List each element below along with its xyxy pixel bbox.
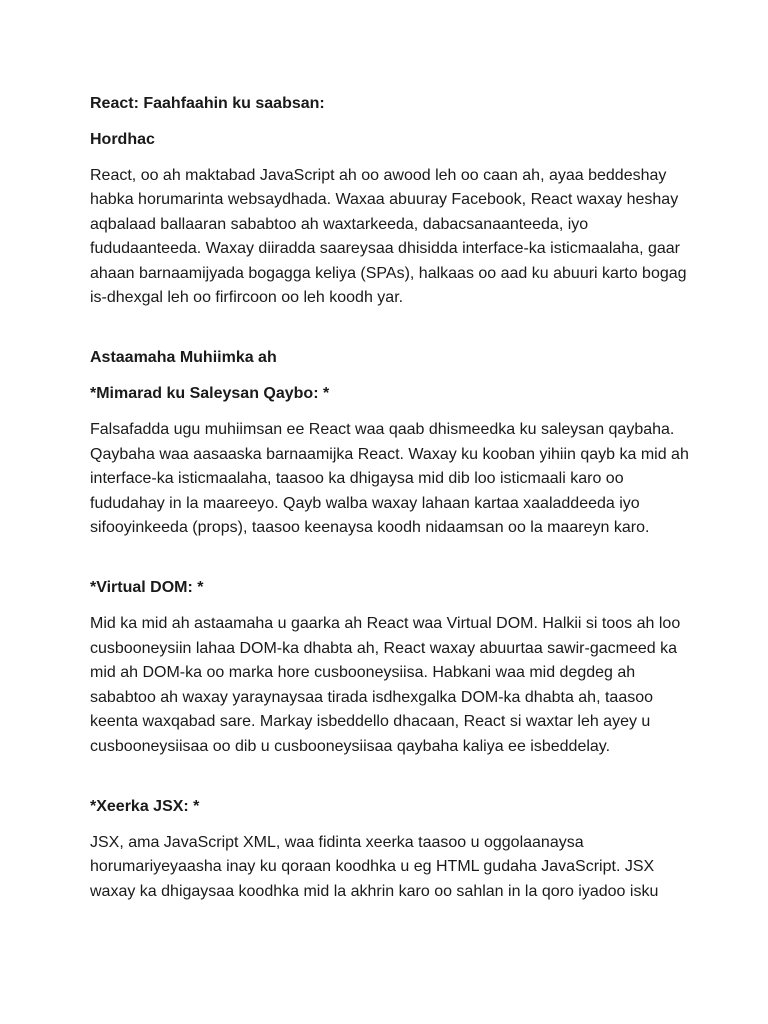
- section-paragraph-jsx: JSX, ama JavaScript XML, waa fidinta xeerka taasoo u oggolaanaysa horumariyeyaasha inay ku qoraan koodhka u eg HTML gudaha JavaScript. JSX waxay ka dhigaysaa koodhka mid la akhrin karo oo sahlan in la qoro iyadoo isku: [90, 833, 659, 900]
- section-heading-virtual-dom: *Virtual DOM: *: [90, 579, 204, 597]
- features-heading: Astaamaha Muhiimka ah: [90, 349, 277, 367]
- spacer: [90, 322, 690, 346]
- section-paragraph-virtual-dom: Mid ka mid ah astaamaha u gaarka ah React waa Virtual DOM. Halkii si toos ah loo cusbooneysiin lahaa DOM-ka dhabta ah, React waxay abuurtaa sawir-gacmeed ka mid ah DOM-ka oo marka hore cusbooneysiisa. Habkani waa mid degdeg ah sababtoo ah waxay yaraynaysaa tirada isdhexgalka DOM-ka dhabta ah, taasoo keenta waxqabad sare. Markay isbeddello dhacaan, React si waxtar leh ayey u cusbooneysiisaa oo dib u cusbooneysiisaa qaybaha kaliya ee isbeddelay.: [90, 615, 681, 755]
- section-heading-components: *Mimarad ku Saleysan Qaybo: *: [90, 385, 330, 403]
- intro-paragraph: React, oo ah maktabad JavaScript ah oo awood leh oo caan ah, ayaa beddeshay habka horumarinta websaydhada. Waxaa abuuray Facebook, React waxay heshay aqbalaad ballaaran sababtoo ah waxtarkeeda, dabacsanaanteeda, iyo fududaanteeda. Waxay diiradda saareysaa dhisidda interface-ka isticmaalaha, gaar ahaan barnaamijyada bogagga keliya (SPAs), halkaas oo aad ku abuuri karto bogag is-dhexgal leh oo firfircoon oo leh koodh yar.: [90, 167, 687, 307]
- spacer: [90, 552, 690, 576]
- document-title: React: Faahfaahin ku saabsan:: [90, 95, 325, 112]
- section-paragraph-components: Falsafadda ugu muhiimsan ee React waa qaab dhismeedka ku saleysan qaybaha. Qaybaha waa aasaaska barnaamijka React. Waxay ku kooban yihiin qayb ka mid ah interface-ka isticmaalaha, taasoo ka dhigaysa mid dib loo isticmaali karo oo fududahay in la maareeyo. Qayb walba waxay lahaan kartaa xaaladdeeda iyo sifooyinkeeda (props), taasoo keenaysa koodh nidaamsan oo la maareyn karo.: [90, 421, 689, 537]
- spacer: [90, 771, 690, 795]
- intro-heading: Hordhac: [90, 131, 155, 148]
- section-heading-jsx: *Xeerka JSX: *: [90, 797, 200, 815]
- document-page: [90, 92, 690, 916]
